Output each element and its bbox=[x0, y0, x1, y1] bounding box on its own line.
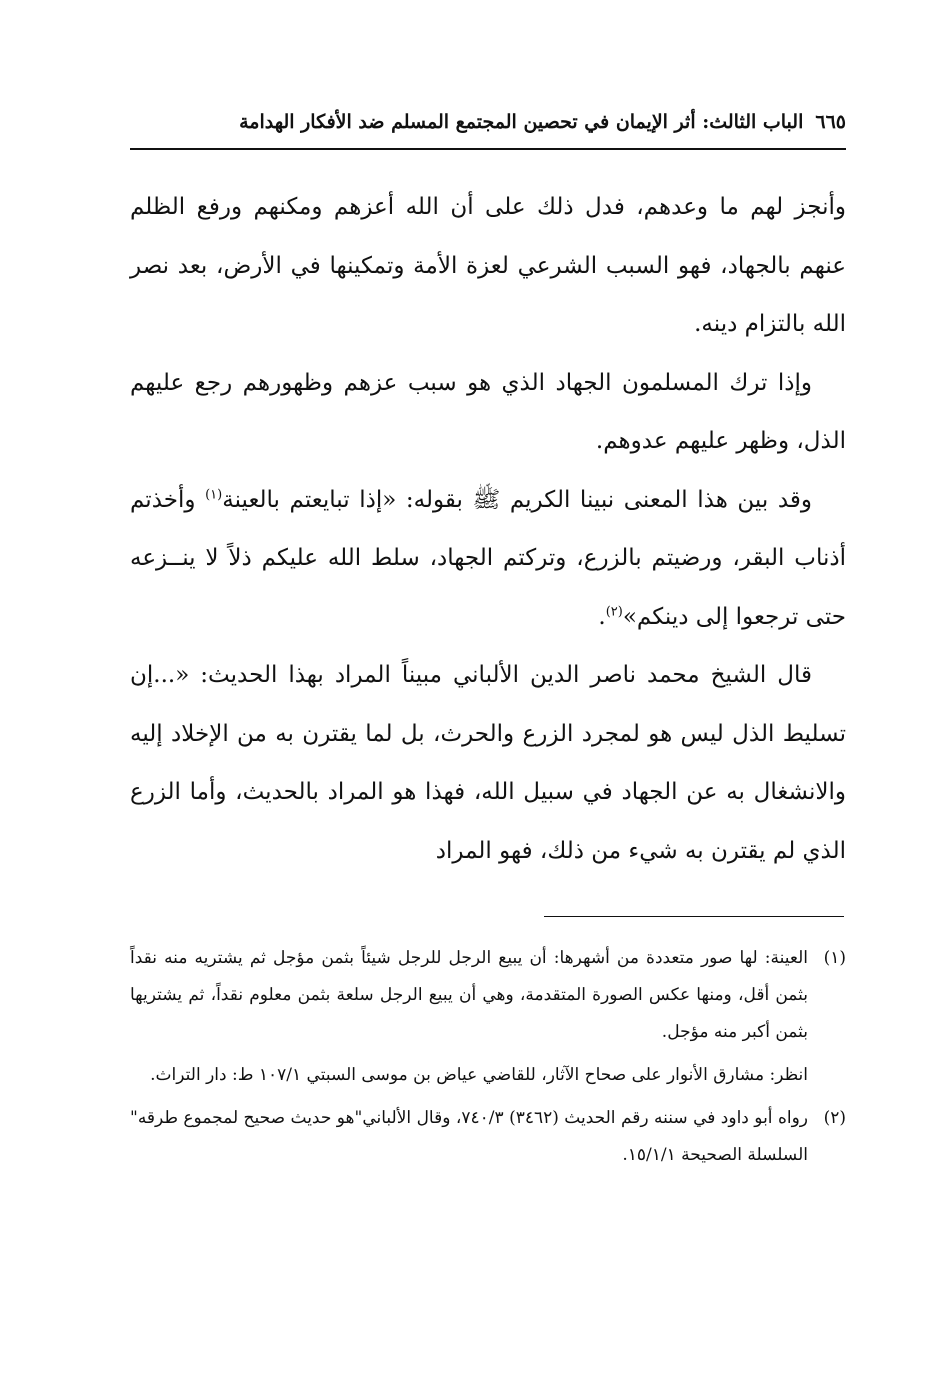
running-header bbox=[130, 100, 846, 144]
footnote-2-number: (٢) bbox=[823, 1108, 846, 1128]
page-number: ٦٦٥ bbox=[815, 111, 846, 133]
main-text bbox=[130, 178, 846, 880]
chapter-title: الباب الثالث: أثر الإيمان في تحصين المجتمع المسلم ضد الأفكار الهدامة bbox=[239, 111, 804, 133]
footnote-1-reference: انظر: مشارق الأنوار على صحاح الآثار، للقاضي عياض بن موسى السبتي ١٠٧/١ ط: دار التراث. bbox=[150, 1065, 808, 1085]
footnote-ref-2: (٢) bbox=[605, 603, 623, 619]
paragraph-4: قال الشيخ محمد ناصر الدين الألباني مبيناً المراد بهذا الحديث: «...إن تسليط الذل ليس هو لمجرد الزرع والحرث، بل لما يقترن به من الإخلاد إليه والانشغال به عن الجهاد في سبيل الله، فهذا هو المراد بالحديث، وأما الزرع الذي لم يقترن به شيء من ذلك، فهو المراد bbox=[130, 662, 846, 864]
footnote-1 bbox=[130, 940, 846, 1051]
footnote-ref-1: (١) bbox=[205, 486, 223, 502]
footnote-1-number: (١) bbox=[823, 948, 846, 968]
header-rule bbox=[130, 148, 846, 150]
paragraph-2: وإذا ترك المسلمون الجهاد الذي هو سبب عزهم وظهورهم رجع عليهم الذل، وظهر عليهم عدوهم. bbox=[130, 369, 846, 454]
paragraph-1: وأنجز لهم ما وعدهم، فدل ذلك على أن الله أعزهم ومكنهم ورفع الظلم عنهم بالجهاد، فهو السبب الشرعي لعزة الأمة وتمكينها في الأرض، بعد نصر الله بالتزام دينه. bbox=[130, 194, 846, 337]
paragraph-3 bbox=[130, 471, 846, 647]
paragraph-3-part-b: وأخذتم أذناب البقر، ورضيتم بالزرع، وتركتم الجهاد، سلط الله عليكم ذلاً لا ينــزعه حتى ترجعوا إلى دينكم» bbox=[130, 486, 846, 630]
footnote-2 bbox=[130, 1100, 846, 1174]
paragraph-3-part-c: . bbox=[598, 603, 606, 630]
footnote-rule bbox=[544, 916, 844, 917]
footnote-1-text: العينة: لها صور متعددة من أشهرها: أن يبيع الرجل للرجل شيئاً بثمن مؤجل ثم يشتريه منه نقداً بثمن أقل، ومنها عكس الصورة المتقدمة، وهي أن يبيع الرجل سلعة بثمن معلوم نقداً، ثم يشتريها بثمن أكبر منه مؤجل. bbox=[130, 948, 808, 1042]
paragraph-3-part-a: وقد بين هذا المعنى نبينا الكريم ﷺ بقوله: «إذا تبايعتم بالعينة bbox=[222, 486, 813, 513]
footnotes bbox=[130, 940, 846, 1180]
footnote-2-text: رواه أبو داود في سننه رقم الحديث (٣٤٦٢) ٧٤٠/٣، وقال الألباني"هو حديث صحيح لمجموع طرقه" السلسلة الصحيحة ١٥/١/١. bbox=[130, 1108, 808, 1165]
